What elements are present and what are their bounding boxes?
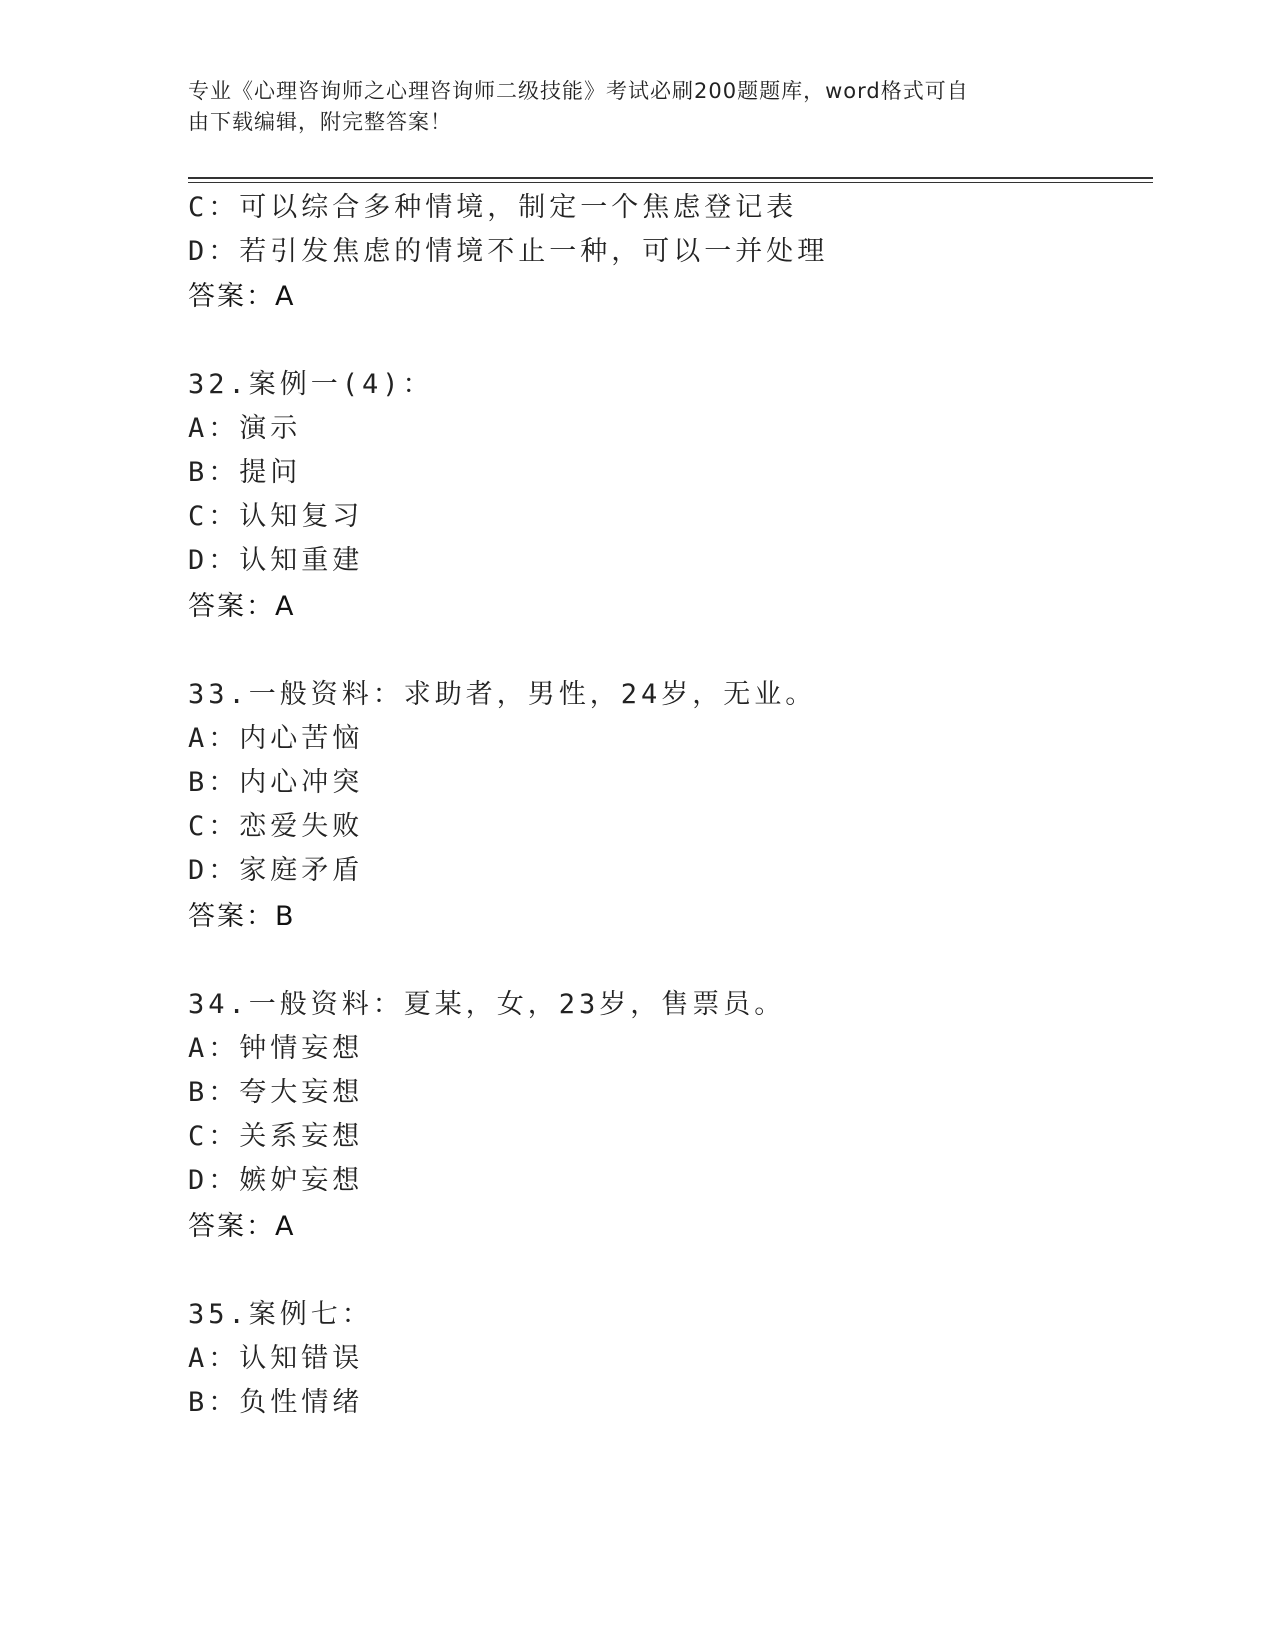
option-d: D：若引发焦虑的情境不止一种，可以一并处理 <box>188 236 829 267</box>
document-header <box>188 76 1068 138</box>
answer: 答案：A <box>188 591 296 622</box>
header-divider-thick <box>188 177 1153 179</box>
option-c: C：可以综合多种情境，制定一个焦虑登记表 <box>188 192 798 223</box>
answer: 答案：A <box>188 281 296 312</box>
option-c: C：恋爱失败 <box>188 811 364 842</box>
question-stem: 35.案例七： <box>188 1299 373 1330</box>
option-c: C：认知复习 <box>188 501 364 532</box>
question-stem: 32.案例一(4)： <box>188 369 434 400</box>
option-a: A：认知错误 <box>188 1343 364 1374</box>
option-d: D：家庭矛盾 <box>188 855 364 886</box>
answer: 答案：B <box>188 901 296 932</box>
option-c: C：关系妄想 <box>188 1121 364 1152</box>
header-line-1: 专业《心理咨询师之心理咨询师二级技能》考试必刷200题题库，word格式可自 <box>188 79 969 103</box>
option-b: B：内心冲突 <box>188 767 364 798</box>
option-a: A：演示 <box>188 413 302 444</box>
option-a: A：钟情妄想 <box>188 1033 364 1064</box>
option-b: B：提问 <box>188 457 302 488</box>
option-b: B：夸大妄想 <box>188 1077 364 1108</box>
question-stem: 34.一般资料：夏某，女，23岁，售票员。 <box>188 989 786 1020</box>
option-b: B：负性情绪 <box>188 1387 364 1418</box>
header-divider-thin <box>188 182 1153 183</box>
answer: 答案：A <box>188 1211 296 1242</box>
option-d: D：嫉妒妄想 <box>188 1165 364 1196</box>
option-d: D：认知重建 <box>188 545 364 576</box>
header-line-2: 由下载编辑，附完整答案！ <box>188 110 452 134</box>
question-stem: 33.一般资料：求助者，男性，24岁，无业。 <box>188 679 817 710</box>
option-a: A：内心苦恼 <box>188 723 364 754</box>
